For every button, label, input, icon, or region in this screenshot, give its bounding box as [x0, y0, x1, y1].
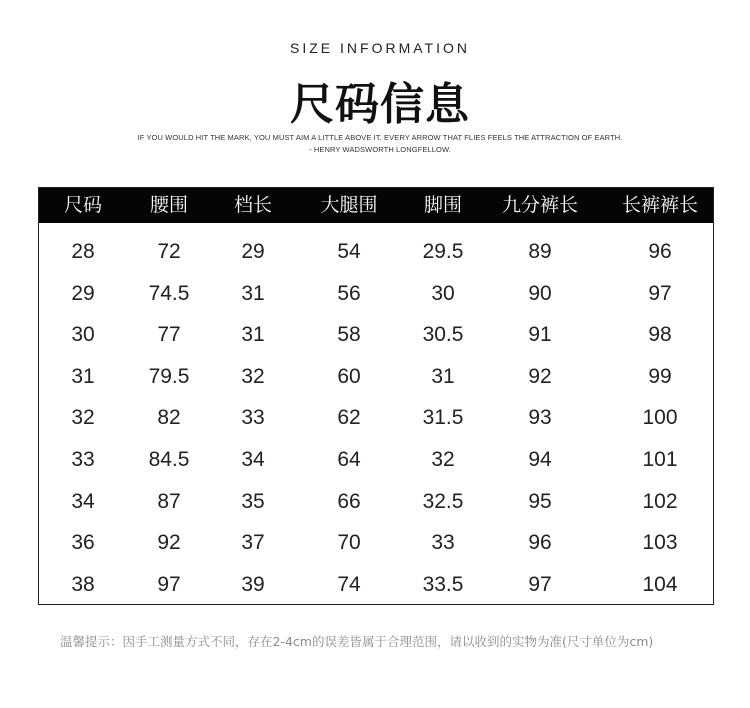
table-cell: 90	[528, 281, 552, 305]
table-cell: 89	[528, 240, 552, 263]
table-cell: 74.5	[148, 281, 190, 305]
table-cell: 66	[337, 489, 361, 513]
table-row	[39, 481, 713, 523]
table-cell: 100	[642, 406, 678, 430]
table-cell: 104	[642, 572, 678, 596]
table-cell: 34	[241, 448, 265, 471]
table-cell: 91	[528, 323, 552, 347]
table-row	[39, 522, 713, 564]
table-cell: 97	[528, 572, 552, 596]
table-cell: 31	[241, 281, 265, 305]
table-cell: 29	[71, 281, 95, 305]
table-cell: 74	[337, 572, 361, 596]
table-cell: 32.5	[422, 489, 464, 513]
table-cell: 31	[431, 364, 455, 388]
table-row	[39, 314, 713, 356]
table-cell: 99	[648, 364, 672, 388]
table-cell: 54	[337, 240, 361, 263]
table-cell: 30.5	[422, 323, 464, 347]
table-cell: 36	[71, 531, 95, 555]
table-cell: 101	[642, 448, 678, 471]
quote-text: IF YOU WOULD HIT THE MARK, YOU MUST AIM A LITTLE ABOVE IT. EVERY ARROW THAT FLIES FEELS THE ATTRACTION OF EARTH.	[137, 133, 623, 142]
table-cell: 32	[71, 406, 95, 430]
measurement-note: 温馨提示：因手工测量方式不同，存在2-4cm的误差皆属于合理范围，请以收到的实物为准(尺寸单位为cm)	[60, 634, 654, 649]
column-header-rise: 档长	[233, 194, 273, 216]
table-cell: 31	[71, 364, 95, 388]
table-cell: 33.5	[422, 572, 464, 596]
table-cell: 70	[337, 531, 361, 555]
quote-author: - HENRY WADSWORTH LONGFELLOW.	[309, 145, 451, 154]
column-header-size: 尺码	[63, 194, 103, 216]
column-header-cropped-length: 九分裤长	[501, 194, 579, 216]
subtitle: SIZE INFORMATION	[290, 40, 470, 56]
table-cell: 29.5	[422, 240, 464, 263]
table-cell: 38	[71, 572, 95, 596]
table-row	[39, 273, 713, 315]
table-cell: 96	[528, 531, 552, 555]
table-cell: 82	[157, 406, 181, 430]
table-cell: 31.5	[422, 406, 464, 430]
table-cell: 32	[431, 448, 455, 471]
table-cell: 94	[528, 448, 552, 471]
table-row	[39, 564, 713, 606]
table-cell: 60	[337, 364, 361, 388]
column-header-full-length: 长裤裤长	[621, 194, 699, 216]
table-row	[39, 439, 713, 481]
table-cell: 28	[71, 240, 95, 263]
table-cell: 92	[528, 364, 552, 388]
size-table	[38, 187, 714, 605]
table-cell: 97	[648, 281, 672, 305]
page-title: 尺码信息	[290, 79, 470, 130]
table-cell: 56	[337, 281, 361, 305]
table-row	[39, 231, 713, 273]
table-cell: 32	[241, 364, 265, 388]
table-cell: 33	[241, 406, 265, 430]
table-cell: 103	[642, 531, 678, 555]
table-cell: 33	[71, 448, 95, 471]
table-cell: 30	[71, 323, 95, 347]
table-cell: 58	[337, 323, 361, 347]
table-cell: 77	[157, 323, 181, 347]
table-row	[39, 356, 713, 398]
table-cell: 93	[528, 406, 552, 430]
table-cell: 95	[528, 489, 552, 513]
table-cell: 84.5	[148, 448, 190, 471]
table-cell: 102	[642, 489, 678, 513]
table-cell: 96	[648, 240, 672, 263]
table-cell: 64	[337, 448, 361, 471]
table-cell: 87	[157, 489, 181, 513]
table-cell: 39	[241, 572, 265, 596]
table-cell: 33	[431, 531, 455, 555]
table-cell: 72	[157, 240, 181, 263]
table-cell: 35	[241, 489, 265, 513]
column-header-thigh: 大腿围	[320, 194, 378, 216]
table-cell: 79.5	[148, 364, 190, 388]
table-header	[39, 188, 713, 223]
table-cell: 92	[157, 531, 181, 555]
table-cell: 30	[431, 281, 455, 305]
table-row	[39, 397, 713, 439]
table-cell: 98	[648, 323, 672, 347]
table-cell: 62	[337, 406, 361, 430]
column-header-leg-opening: 脚围	[423, 194, 463, 216]
table-cell: 34	[71, 489, 95, 513]
table-cell: 31	[241, 323, 265, 347]
column-header-waist: 腰围	[149, 194, 189, 216]
table-cell: 37	[241, 531, 265, 555]
table-cell: 97	[157, 572, 181, 596]
table-cell: 29	[241, 240, 265, 263]
